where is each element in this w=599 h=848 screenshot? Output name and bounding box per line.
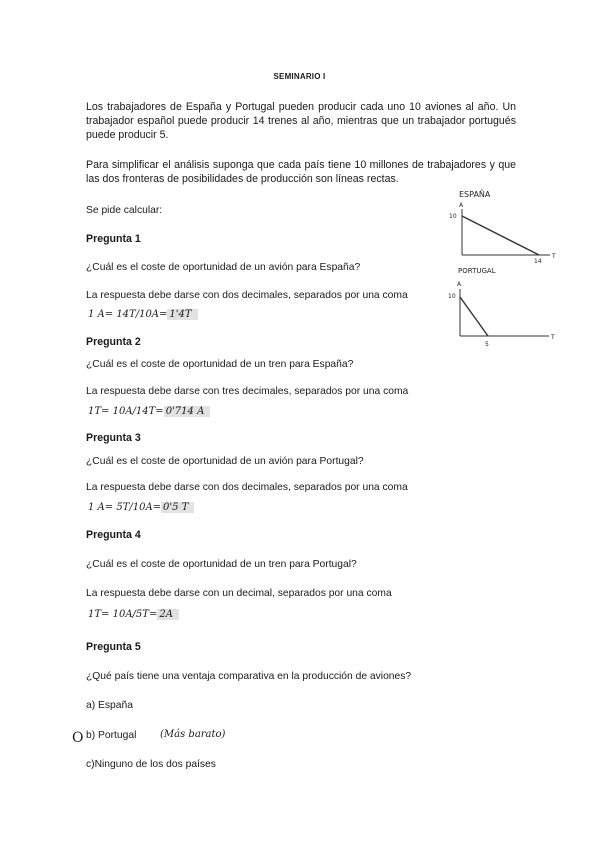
q5-handwritten-note: (Más barato) [160,729,226,740]
q1-instruction: La respuesta debe darse con dos decimales, separados por una coma [86,290,408,301]
spain-graph-label: ESPAÑA [459,190,491,199]
portugal-y-axis-label: A [457,281,462,288]
q5-selected-mark: O [72,730,84,746]
instructions-label: Se pide calcular: [86,205,163,216]
q5-option-a[interactable]: a) España [86,700,133,711]
spain-y-axis-label: A [459,202,464,209]
q1-answer-result: 1'4T [167,309,197,320]
q3-answer-result: 0'5 T [161,502,194,513]
q5-heading: Pregunta 5 [86,641,141,653]
spain-ppf-line [462,216,539,255]
q3-question: ¿Cuál es el coste de oportunidad de un avión para Portugal? [86,456,364,467]
q5-option-c[interactable]: c)Ninguno de los dos países [86,759,216,770]
q3-heading: Pregunta 3 [86,432,141,444]
q2-answer-calc: 1T= 10A/14T= [88,406,164,417]
page-title: SEMINARIO I [273,72,326,81]
q1-answer [88,309,198,320]
spain-y-value: 10 [449,213,457,220]
q4-answer [88,609,179,620]
q3-answer [88,502,194,513]
q1-heading: Pregunta 1 [86,233,141,245]
q2-question: ¿Cuál es el coste de oportunidad de un tren para España? [86,359,354,370]
q2-heading: Pregunta 2 [86,336,141,348]
portugal-x-value: 5 [485,341,489,348]
portugal-ppf-graph [445,262,560,348]
portugal-ppf-line [460,297,488,336]
spain-ppf-graph [445,185,560,267]
spain-x-axis-label: T [552,253,556,260]
q2-answer [88,406,210,417]
portugal-graph-label: PORTUGAL [458,267,496,275]
q3-instruction: La respuesta debe darse con dos decimales, separados por una coma [86,482,408,493]
intro-paragraph-2: Para simplificar el análisis suponga que cada país tiene 10 millones de trabajadores y que las dos fronteras de posibilidades de producción son líneas rectas. [86,159,516,185]
spain-x-value: 14 [534,258,542,265]
q2-answer-result: 0'714 A [164,406,211,417]
intro-paragraph-1: Los trabajadores de España y Portugal pueden producir cada uno 10 aviones al año. Un trabajador español puede producir 14 trenes al año, mientras que un trabajador portugués puede producir 5. [86,101,516,141]
q5-option-b[interactable]: b) Portugal [86,730,137,741]
q4-answer-calc: 1T= 10A/5T= [88,609,158,620]
q1-question: ¿Cuál es el coste de oportunidad de un avión para España? [86,262,361,273]
q1-answer-calc: 1 A= 14T/10A= [88,309,168,320]
portugal-y-value: 10 [448,293,456,300]
portugal-x-axis-label: T [551,334,555,341]
q4-question: ¿Cuál es el coste de oportunidad de un tren para Portugal? [86,559,357,570]
q4-heading: Pregunta 4 [86,529,141,541]
q5-question: ¿Qué país tiene una ventaja comparativa en la producción de aviones? [86,671,412,682]
q3-answer-calc: 1 A= 5T/10A= [88,502,162,513]
q4-answer-result: 2A [157,609,179,620]
q2-instruction: La respuesta debe darse con tres decimales, separados por una coma [86,386,409,397]
q4-instruction: La respuesta debe darse con un decimal, separados por una coma [86,588,392,599]
